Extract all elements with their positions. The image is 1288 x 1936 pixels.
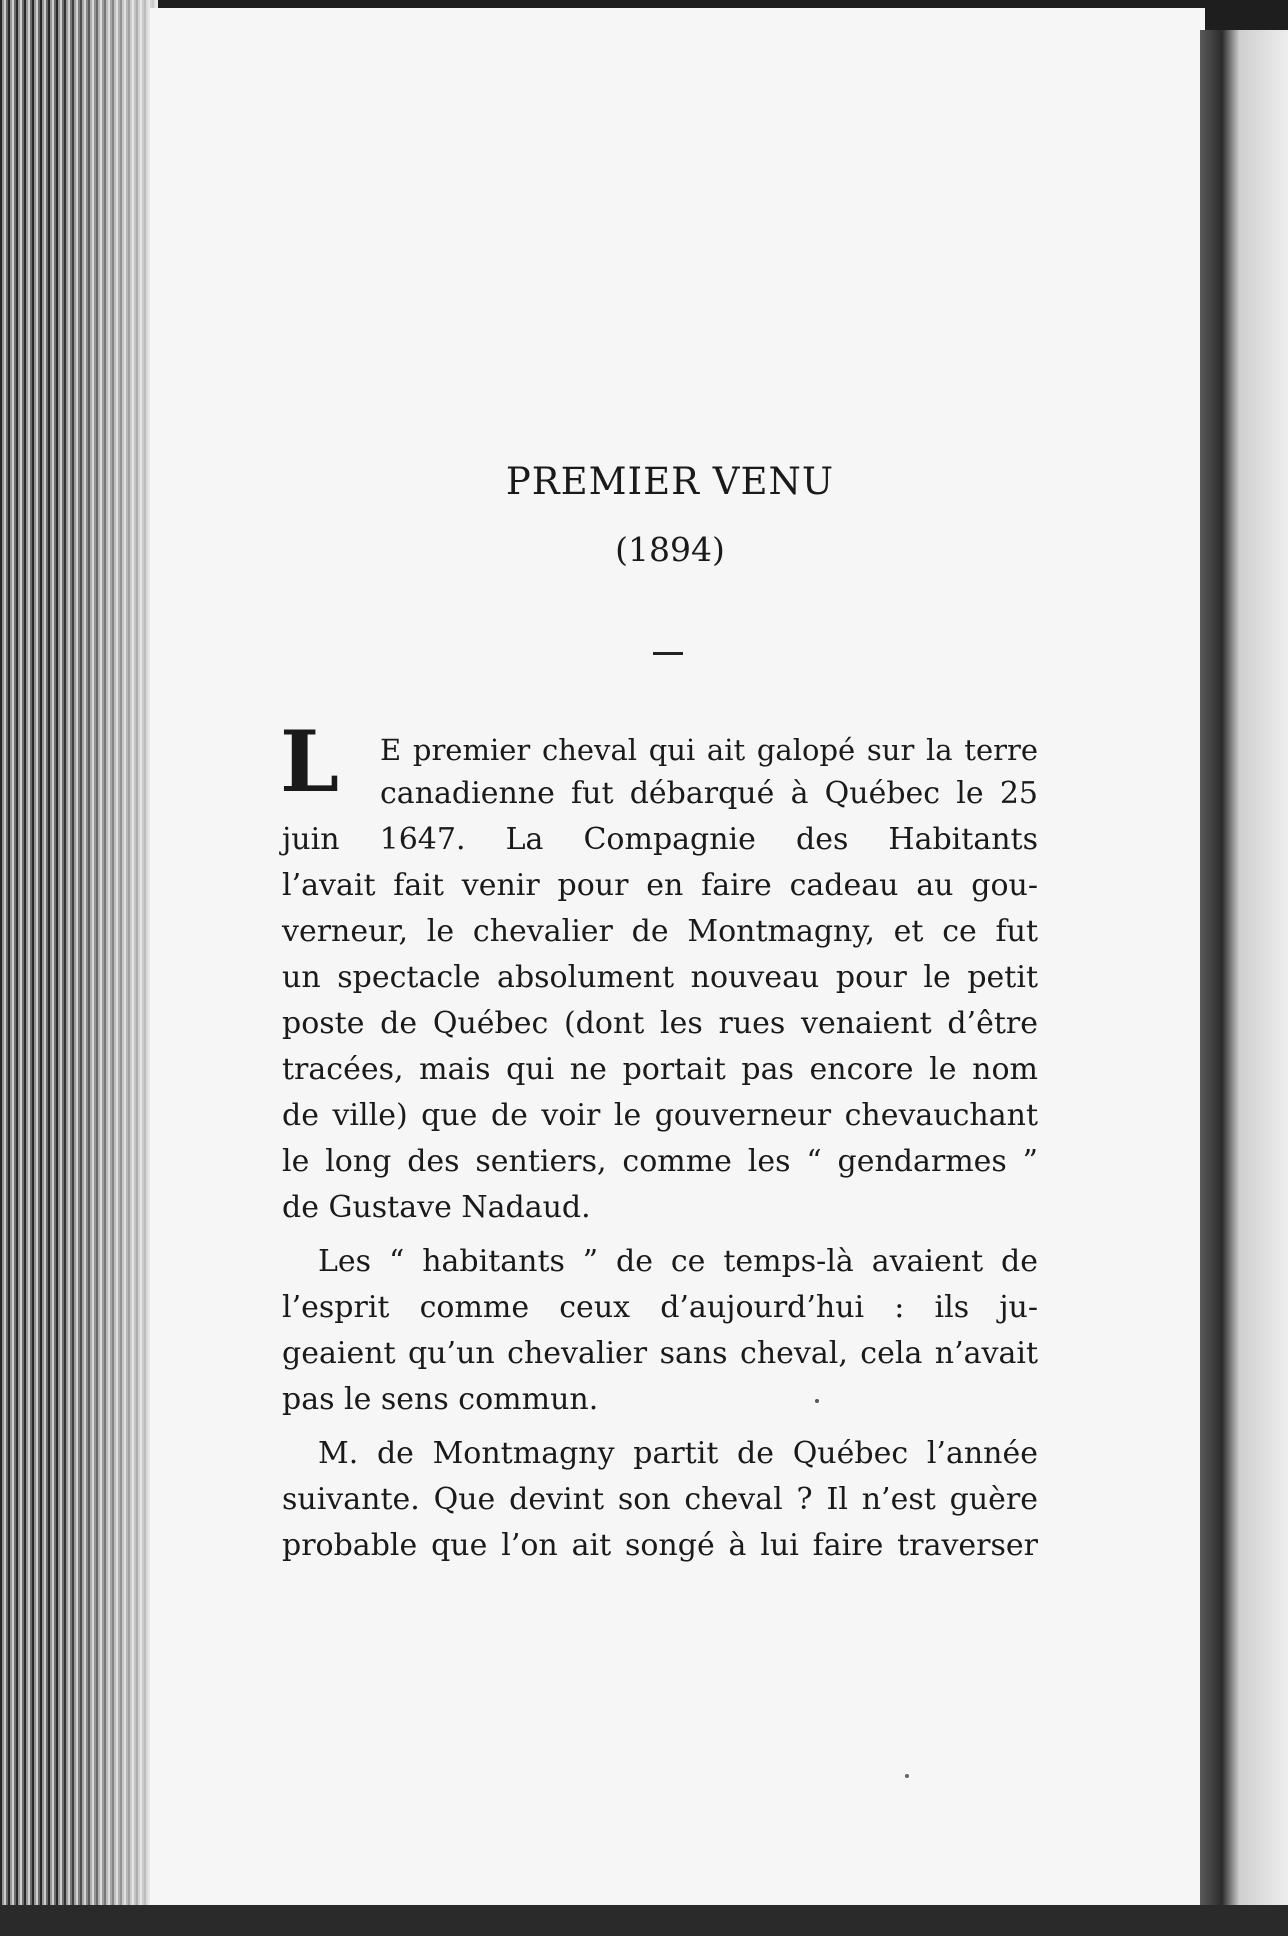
- text-line: l’esprit comme ceux d’aujourd’hui : ils ju-: [282, 1290, 1038, 1325]
- text-line: canadienne fut débarqué à Québec le 25: [380, 776, 1038, 811]
- scan-speck: [815, 1399, 819, 1403]
- scan-bottom-edge: [0, 1905, 1288, 1936]
- text-line: geaient qu’un chevalier sans cheval, cela n’avait: [282, 1336, 1038, 1371]
- text-line: de ville) que de voir le gouverneur chevauchant: [282, 1098, 1038, 1133]
- drop-cap: L: [280, 712, 340, 811]
- page-stack-shading: [60, 0, 158, 1936]
- text-line: E premier cheval qui ait galopé sur la terre: [380, 733, 1038, 767]
- chapter-title: PREMIER VENU: [505, 460, 835, 503]
- binding-gutter: [1200, 30, 1288, 1910]
- text-line: verneur, le chevalier de Montmagny, et ce fut: [282, 914, 1038, 949]
- text-line: Les “ habitants ” de ce temps-là avaient de: [318, 1244, 1038, 1279]
- text-line: juin 1647. La Compagnie des Habitants: [282, 822, 1038, 857]
- text-line: M. de Montmagny partit de Québec l’année: [318, 1436, 1038, 1471]
- text-line: poste de Québec (dont les rues venaient d’être: [282, 1006, 1038, 1041]
- text-line: de Gustave Nadaud.: [282, 1190, 591, 1225]
- scan-speck: [905, 1774, 909, 1778]
- text-line: tracées, mais qui ne portait pas encore le nom: [282, 1052, 1038, 1087]
- text-line: probable que l’on ait songé à lui faire traverser: [282, 1528, 1038, 1563]
- text-line: l’avait fait venir pour en faire cadeau au gou-: [282, 868, 1038, 903]
- text-line: suivante. Que devint son cheval ? Il n’est guère: [282, 1482, 1038, 1517]
- text-line: le long des sentiers, comme les “ gendarmes ”: [282, 1144, 1038, 1179]
- text-line: un spectacle absolument nouveau pour le petit: [282, 960, 1038, 995]
- section-separator: [653, 652, 683, 655]
- chapter-date: (1894): [615, 530, 725, 569]
- text-line: pas le sens commun.: [282, 1382, 599, 1417]
